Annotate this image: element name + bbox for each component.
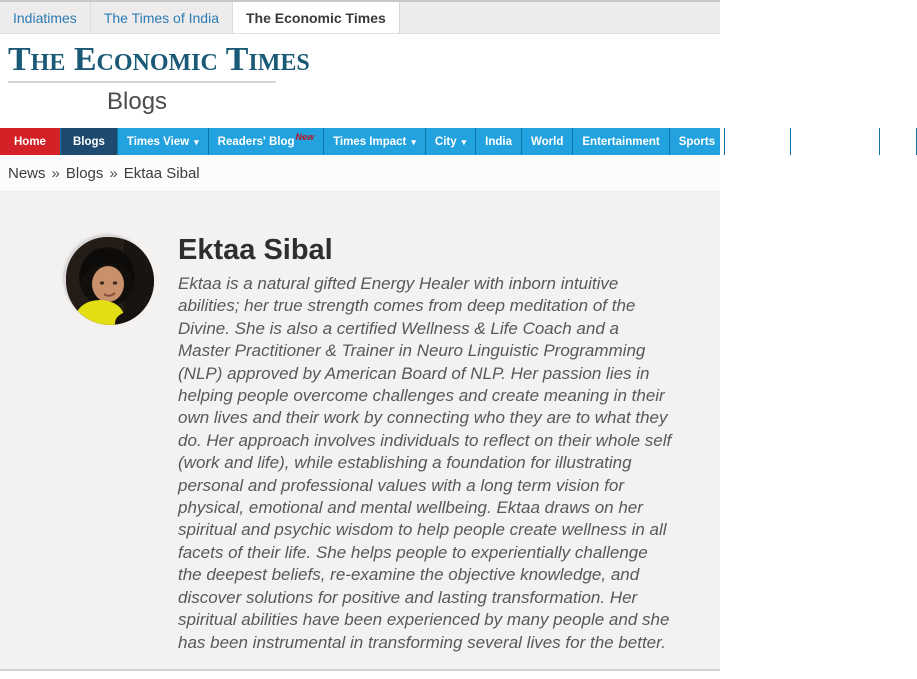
tab-times-of-india[interactable]: The Times of India [91,2,233,33]
profile-text [178,234,675,654]
author-bio: Ektaa is a natural gifted Energy Healer with inborn intuitive abilities; her true strength comes from deep meditation of the Divine. She is also a certified Wellness & Life Coach and a Master Practitioner & Trainer in Neuro Linguistic Programming (NLP) approved by American Board of NLP. Her passion lies in helping people overcome challenges and create meaning in their own lives and their work by connecting who they are to what they do. Her approach involves individuals to reflect on their whole self (work and life), while establishing a foundation for illustrating personal and professional values with a long term vision for physical, emotional and mental wellbeing. Ektaa draws on her spiritual and psychic wisdom to help people create wellness in all facets of their life. She helps people to experientially challenge the deepest beliefs, re-examine the objective knowledge, and discover solutions for positive and lasting transformation. Her spiritual abilities have been experienced by many people and she has been instrumental in transforming several lives for the better. [178,274,672,652]
breadcrumb-blogs[interactable]: Blogs [65,164,104,182]
economic-times-logo[interactable]: The Economic Times [8,41,310,78]
breadcrumb-separator: » [51,164,60,182]
nav-label: Entertainment [582,135,660,148]
breadcrumb-separator: » [109,164,118,182]
nav-label: Sports [678,135,716,148]
masthead [0,34,720,128]
breadcrumb-current-page: Ektaa Sibal [123,164,200,182]
nav-label: Spi [889,135,907,148]
nav-item-india[interactable] [476,128,522,155]
nav-label: World [531,135,564,148]
nav-label: Blogs [72,135,105,148]
nav-label: Environment [799,135,871,148]
nav-item-spirituality-truncated[interactable] [880,128,917,155]
nav-item-home[interactable] [0,128,61,155]
author-photo [66,237,154,325]
new-badge: New [295,131,315,142]
tab-indiatimes[interactable]: Indiatimes [0,2,91,33]
nav-label: Times View [126,135,190,148]
site-tabbar [0,2,720,34]
author-avatar [63,234,151,322]
nav-label: Lifestyle [734,135,781,148]
nav-item-city[interactable] [426,128,476,155]
nav-label: Readers' Blog [217,135,295,148]
breadcrumb-news[interactable]: News [8,164,46,182]
nav-item-lifestyle[interactable] [725,128,791,155]
nav-item-environment[interactable] [791,128,880,155]
author-name-heading: Ektaa Sibal [178,234,333,266]
nav-label: City [434,135,457,148]
bottom-divider [0,669,720,679]
blogs-section-title: Blogs [107,88,168,115]
nav-label: India [485,135,512,148]
nav-item-readers-blog[interactable] [209,128,324,155]
nav-item-sports[interactable] [670,128,725,155]
breadcrumb [0,155,720,192]
nav-item-entertainment[interactable] [573,128,669,155]
logo-underline [8,81,276,83]
nav-label: Times Impact [333,135,407,148]
chevron-down-icon: ▾ [411,137,416,147]
author-profile-section [0,192,720,669]
profile-card [63,234,720,654]
nav-item-world[interactable] [522,128,573,155]
tab-economic-times[interactable]: The Economic Times [233,2,400,33]
chevron-down-icon: ▾ [194,137,199,147]
main-navbar [0,128,907,155]
nav-item-times-impact[interactable] [324,128,426,155]
nav-item-times-view[interactable] [118,128,209,155]
chevron-down-icon: ▾ [461,137,467,147]
nav-label: Home [14,135,46,148]
nav-item-blogs[interactable] [61,128,118,155]
